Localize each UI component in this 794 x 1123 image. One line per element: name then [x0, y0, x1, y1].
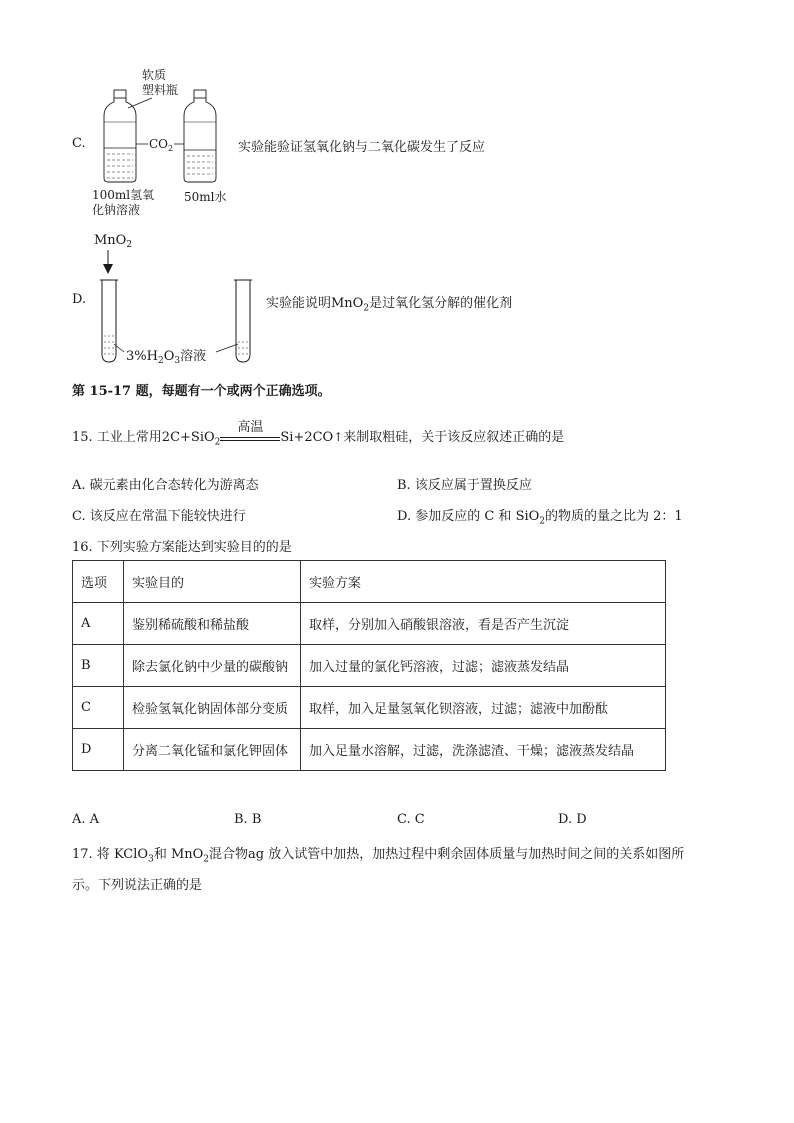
table-cell: D	[73, 729, 124, 771]
q15-option-b[interactable]: B. 该反应属于置换反应	[397, 478, 532, 493]
q15-option-d[interactable]: D. 参加反应的 C 和 SiO$_2$的物质的量之比为 2：1	[397, 509, 683, 527]
table-header-cell: 实验方案	[301, 561, 666, 603]
table-cell: 加入足量水溶解，过滤，洗涤滤渣、干燥；滤液蒸发结晶	[301, 729, 666, 771]
q16-answer-d[interactable]: D. D	[558, 812, 587, 827]
right-bottle-caption: 50ml水	[184, 190, 227, 204]
table-cell: C	[73, 687, 124, 729]
table-cell: 加入过量的氯化钙溶液，过滤；滤液蒸发结晶	[301, 645, 666, 687]
q17-stem-line2: 示。下列说法正确的是	[72, 878, 203, 893]
q15-option-a[interactable]: A. 碳元素由化合态转化为游离态	[72, 478, 259, 493]
table-cell: 分离二氧化锰和氯化钾固体	[124, 729, 301, 771]
option-c-statement: 实验能验证氢氧化钠与二氧化碳发生了反应	[238, 140, 486, 155]
option-d-statement: 实验能说明MnO$_2$是过氧化氢分解的催化剂	[266, 296, 513, 314]
q16-answer-c[interactable]: C. C	[397, 812, 425, 827]
table-header-cell: 实验目的	[124, 561, 301, 603]
q16-table	[72, 560, 666, 771]
test-tubes-diagram	[90, 226, 265, 368]
option-c-letter: C.	[72, 136, 86, 151]
table-cell: 除去氯化钠中少量的碳酸钠	[124, 645, 301, 687]
h2o2-solution-label: $3\%H_2O_3$溶液	[126, 349, 207, 366]
soft-bottle-label-2: 塑料瓶	[142, 83, 179, 97]
section-header: 第 15-17 题，每题有一个或两个正确选项。	[72, 384, 331, 399]
co2-label: $CO_2$	[149, 137, 174, 153]
soft-bottle-label: 软质	[142, 68, 167, 82]
left-test-tube-icon	[100, 280, 118, 362]
table-row	[73, 729, 666, 771]
q16-answer-a[interactable]: A. A	[72, 812, 100, 827]
table-header-row	[73, 561, 666, 603]
reaction-condition: 高温	[220, 431, 280, 441]
table-row	[73, 645, 666, 687]
q16-stem: 16. 下列实验方案能达到实验目的的是	[72, 540, 292, 555]
table-cell: 鉴别稀硫酸和稀盐酸	[124, 603, 301, 645]
table-cell: B	[73, 645, 124, 687]
q15-stem: 15. 工业上常用2C+SiO$_2$ 高温 Si+2CO↑来制取粗硅，关于该反应叙述正确的是	[72, 420, 565, 448]
table-cell: 取样，加入足量氢氧化钡溶液，过滤；滤液中加酚酞	[301, 687, 666, 729]
left-bottle-caption: 100ml氢氧 化钠溶液	[92, 188, 155, 217]
arrow-down-icon	[103, 264, 113, 274]
table-cell: 检验氢氧化钠固体部分变质	[124, 687, 301, 729]
option-d-letter: D.	[72, 292, 87, 307]
table-row	[73, 603, 666, 645]
right-test-tube-icon	[234, 280, 252, 362]
table-header-cell: 选项	[73, 561, 124, 603]
mno2-label: MnO$_2$	[94, 233, 133, 250]
q15-option-c[interactable]: C. 该反应在常温下能较快进行	[72, 509, 246, 524]
table-row	[73, 687, 666, 729]
q16-answer-b[interactable]: B. B	[234, 812, 262, 827]
q17-stem-line1: 17. 将 KClO$_3$和 MnO$_2$混合物ag 放入试管中加热，加热过程中剩余固体质量与加热时间之间的关系如图所	[72, 847, 685, 865]
gas-arrow-icon: ↑	[333, 430, 344, 444]
right-bottle-icon	[184, 90, 216, 182]
table-cell: 取样，分别加入硝酸银溶液，看是否产生沉淀	[301, 603, 666, 645]
table-cell: A	[73, 603, 124, 645]
left-bottle-icon	[104, 90, 136, 182]
